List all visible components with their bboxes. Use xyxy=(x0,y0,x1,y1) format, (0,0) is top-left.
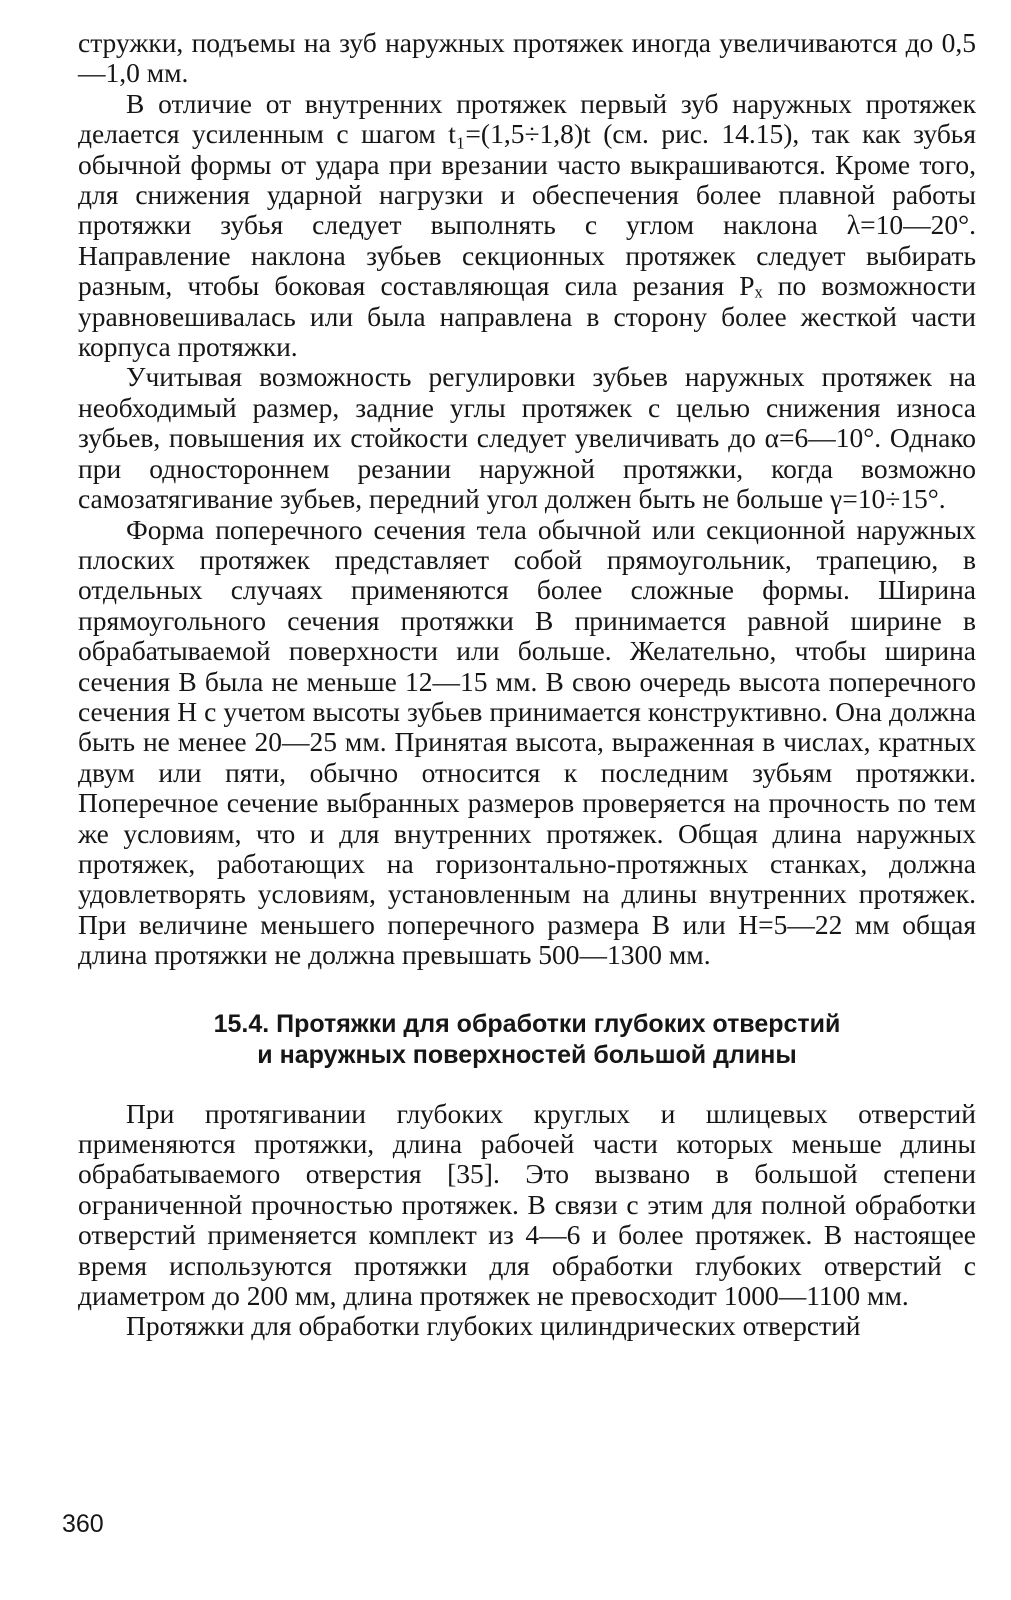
paragraph-cross-section: Форма поперечного сечения тела обычной или секционной наружных плоских протяжек представляет собой прямоугольник, трапецию, в отдельных случаях применяются более сложные формы. Ширина прямоугольного сечения протяжки B принимается равной ширине в обрабатываемой поверхности или больше. Желательно, чтобы ширина сечения B была не меньше 12—15 мм. В свою очередь высота поперечного сечения H с учетом высоты зубьев принимается конструктивно. Она должна быть не менее 20—25 мм. Принятая высота, выраженная в числах, кратных двум или пяти, обычно относится к последним зубьям протяжки. Поперечное сечение выбранных размеров проверяется на прочность по тем же условиям, что и для внутренних протяжек. Общая длина наружных протяжек, работающих на горизонтально-протяжных станках, должна удовлетворять условиям, установленным на длины внутренних протяжек. При величине меньшего поперечного размера B или H=5—22 мм общая длина протяжки не должна превышать 500—1300 мм. xyxy=(78,513,976,971)
paragraph-first-tooth: В отличие от внутренних протяжек первый зуб наружных протяжек делается усиленным с шагом t₁=(1,5÷1,8)t (см. рис. 14.15), так как зубья обычной формы от удара при врезании часто выкрашиваются. Кроме того, для снижения ударной нагрузки и обеспечения более плавной работы протяжки зубья следует выполнять с углом наклона λ=10—20°. Направление наклона зубьев секционных протяжек следует выбирать разным, чтобы боковая составляющая сила резания Pₓ по возможности уравновешивалась или была направлена в сторону более жесткой части корпуса протяжки. xyxy=(78,87,976,363)
section-heading-line-1: 15.4. Протяжки для обработки глубоких отверстий xyxy=(213,1009,841,1038)
paragraph-cylindrical-holes: Протяжки для обработки глубоких цилиндрических отверстий xyxy=(126,1310,861,1342)
paragraph-deep-holes: При протягивании глубоких круглых и шлицевых отверстий применяются протяжки, длина рабочей части которых меньше длины обрабатываемого отверстия [35]. Это вызвано в большой степени ограниченной прочностью протяжек. В связи с этим для полной обработки отверстий применяется комплект из 4—6 и более протяжек. В настоящее время используются протяжки для обработки глубоких отверстий с диаметром до 200 мм, длина протяжек не превосходит 1000—1100 мм. xyxy=(78,1097,976,1312)
page-number: 360 xyxy=(62,1510,104,1538)
paragraph-clearance-angles: Учитывая возможность регулировки зубьев наружных протяжек на необходимый размер, задние углы протяжек с целью снижения износа зубьев, повышения их стойкости следует увеличивать до α=6—10°. Однако при одностороннем резании наружной протяжки, когда возможно самозатягивание зубьев, передний угол должен быть не больше γ=10÷15°. xyxy=(78,361,976,515)
section-heading-line-2: и наружных поверхностей большой длины xyxy=(257,1040,797,1069)
paragraph-continuation: стружки, подъемы на зуб наружных протяжек иногда увеличиваются до 0,5—1,0 мм. xyxy=(78,27,976,89)
section-heading xyxy=(78,1009,976,1071)
page-body xyxy=(78,28,976,1342)
